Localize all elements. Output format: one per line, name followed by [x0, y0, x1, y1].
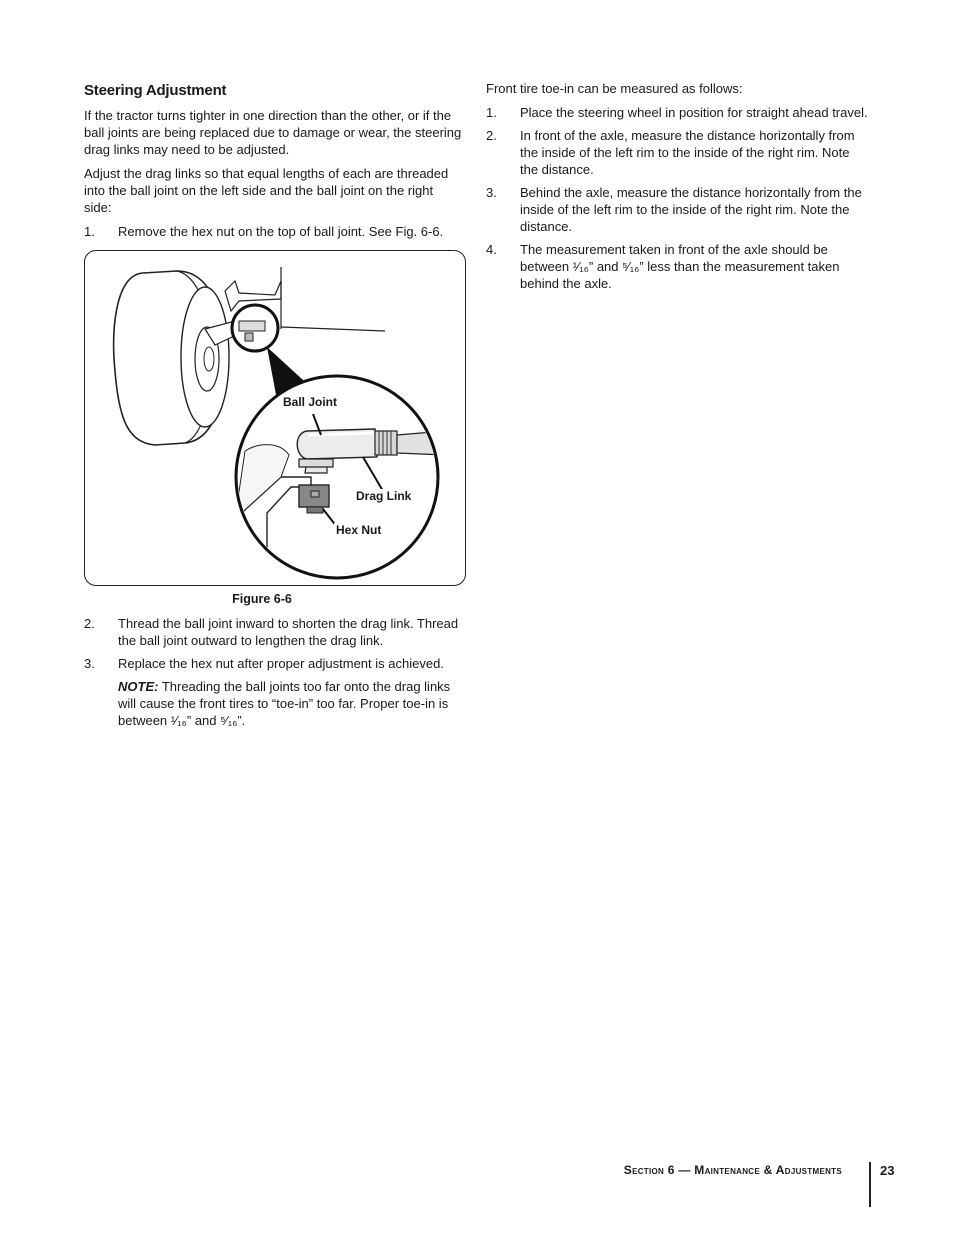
callout-drag-link: Drag Link [356, 489, 412, 503]
step-2 [84, 615, 464, 649]
toe-in-step-2 [486, 127, 870, 178]
step-1 [84, 223, 464, 240]
instruction-paragraph: Adjust the drag links so that equal lengths of each are threaded into the ball joint on the left side and the ball joint on the right side: [84, 166, 449, 215]
toe-in-intro: Front tire toe-in can be measured as follows: [486, 81, 743, 96]
step-text: Place the steering wheel in position for straight ahead travel. [520, 105, 868, 120]
drag-link-threads [375, 431, 397, 455]
ball-joint-illustration [85, 251, 467, 587]
footer-section-title: Section 6 — Maintenance & Adjustments [623, 1163, 842, 1177]
step-text: Remove the hex nut on the top of ball joint. See Fig. 6-6. [118, 224, 444, 239]
note-label: NOTE: [118, 679, 159, 694]
callout-hex-nut: Hex Nut [336, 523, 382, 537]
right-column [486, 80, 870, 298]
step-text: Behind the axle, measure the distance horizontally from the inside of the left rim to the inside of the right rim. Note the distance. [520, 185, 862, 234]
step-number: 1. [84, 224, 95, 239]
figure-caption: Figure 6-6 [232, 592, 292, 606]
toe-in-step-3 [486, 184, 870, 235]
toe-in-step-4 [486, 241, 870, 292]
footer-divider [869, 1162, 871, 1207]
left-column [84, 82, 464, 246]
figure-illustration [84, 250, 466, 586]
drag-link-rod [397, 431, 445, 455]
step-text: The measurement taken in front of the axle should be between ¹⁄₁₆” and ⁵⁄₁₆” less than the measurement taken behind the axle. [520, 242, 840, 291]
step-text: Replace the hex nut after proper adjustment is achieved. [118, 656, 444, 671]
intro-paragraph: If the tractor turns tighter in one direction than the other, or if the ball joints are being replaced due to damage or wear, the steering drag links may need to be adjusted. [84, 108, 462, 157]
step-3 [84, 655, 464, 672]
step-number: 1. [486, 105, 497, 120]
step-number: 3. [486, 185, 497, 200]
step-text: In front of the axle, measure the distance horizontally from the inside of the left rim to the inside of the right rim. Note the distance. [520, 128, 855, 177]
step-number: 2. [486, 128, 497, 143]
step-number: 4. [486, 242, 497, 257]
note-text: Threading the ball joints too far onto the drag links will cause the front tires to “toe-in” too far. Proper toe-in is between ¹⁄₁₆” and ⁵⁄₁₆”. [118, 679, 451, 728]
section-heading: Steering Adjustment [84, 82, 227, 99]
toe-in-step-1 [486, 104, 870, 121]
step-number: 2. [84, 616, 95, 631]
callout-ball-joint: Ball Joint [283, 395, 338, 409]
step-text: Thread the ball joint inward to shorten the drag link. Thread the ball joint outward to lengthen the drag link. [118, 616, 459, 648]
page-number: 23 [880, 1163, 895, 1178]
step-number: 3. [84, 656, 95, 671]
note-paragraph [84, 678, 464, 729]
left-column-continued [84, 615, 464, 729]
